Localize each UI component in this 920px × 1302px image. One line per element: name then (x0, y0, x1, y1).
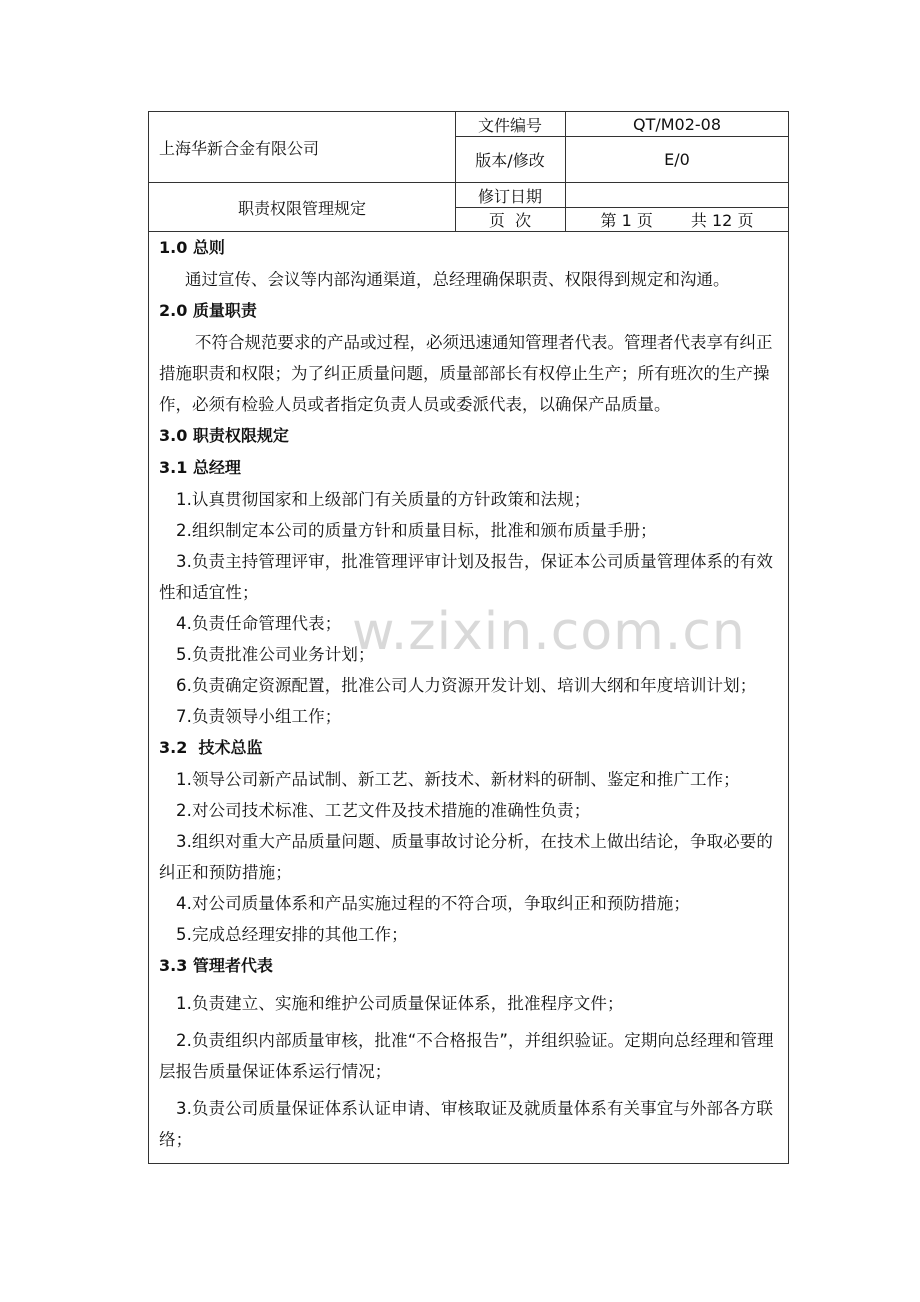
document-body (149, 232, 788, 1155)
list-item: 3.负责主持管理评审，批准管理评审计划及报告，保证本公司质量管理体系的有效性和适宜性； (159, 552, 773, 602)
section-heading: 3.0 职责权限规定 (159, 426, 289, 445)
subsection-heading: 3.2 技术总监 (159, 738, 263, 757)
section-paragraph: 不符合规范要求的产品或过程，必须迅速通知管理者代表。管理者代表享有纠正措施职责和权限；为了纠正质量问题，质量部部长有权停止生产；所有班次的生产操作，必须有检验人员或者指定负责人员或委派代表，以确保产品质量。 (159, 333, 773, 414)
page-current: 第 1 页 (600, 211, 653, 230)
list-item: 3.负责公司质量保证体系认证申请、审核取证及就质量体系有关事宜与外部各方联络； (159, 1099, 773, 1149)
watermark-text: w.zixin.com.cn (352, 602, 746, 662)
revision-date-value (566, 183, 788, 207)
document-frame (148, 111, 789, 1164)
section-heading: 1.0 总则 (159, 238, 225, 257)
technical-director-duties (159, 764, 779, 950)
list-item: 2.组织制定本公司的质量方针和质量目标，批准和颁布质量手册； (176, 521, 657, 540)
document-header-table (149, 112, 788, 232)
list-item: 5.负责批准公司业务计划； (176, 645, 375, 664)
list-item: 1.认真贯彻国家和上级部门有关质量的方针政策和法规； (176, 490, 591, 509)
list-item: 2.负责组织内部质量审核，批准“不合格报告”，并组织验证。定期向总经理和管理层报告质量保证体系运行情况； (159, 1031, 774, 1081)
list-item: 2.对公司技术标准、工艺文件及技术措施的准确性负责； (176, 801, 591, 820)
page-total: 共 12 页 (690, 211, 754, 230)
section-heading: 2.0 质量职责 (159, 301, 257, 320)
doc-number-value: QT/M02-08 (632, 114, 722, 134)
list-item: 5.完成总经理安排的其他工作； (176, 925, 408, 944)
general-manager-duties (159, 484, 779, 732)
list-item: 3.组织对重大产品质量问题、质量事故讨论分析，在技术上做出结论，争取必要的纠正和预防措施； (159, 832, 773, 882)
section-paragraph: 通过宣传、会议等内部沟通渠道，总经理确保职责、权限得到规定和沟通。 (185, 270, 730, 289)
company-name: 上海华新合金有限公司 (159, 138, 320, 158)
list-item: 1.负责建立、实施和维护公司质量保证体系，批准程序文件； (176, 994, 624, 1013)
list-item: 4.负责任命管理代表； (176, 614, 342, 633)
doc-number-label: 文件编号 (477, 115, 542, 135)
version-label: 版本/修改 (475, 151, 545, 170)
list-item: 4.对公司质量体系和产品实施过程的不符合项，争取纠正和预防措施； (176, 894, 690, 913)
revision-date-label: 修订日期 (477, 186, 542, 206)
version-value: E/0 (664, 150, 690, 169)
list-item: 6.负责确定资源配置，批准公司人力资源开发计划、培训大纲和年度培训计划； (176, 676, 757, 695)
list-item: 7.负责领导小组工作； (176, 707, 342, 726)
page-label: 页 次 (488, 211, 532, 230)
management-representative-duties (159, 988, 779, 1155)
list-item: 1.领导公司新产品试制、新工艺、新技术、新材料的研制、鉴定和推广工作； (176, 770, 740, 789)
document-title: 职责权限管理规定 (237, 198, 366, 218)
subsection-heading: 3.3 管理者代表 (159, 956, 273, 975)
page-info (566, 208, 788, 231)
subsection-heading: 3.1 总经理 (159, 458, 241, 477)
